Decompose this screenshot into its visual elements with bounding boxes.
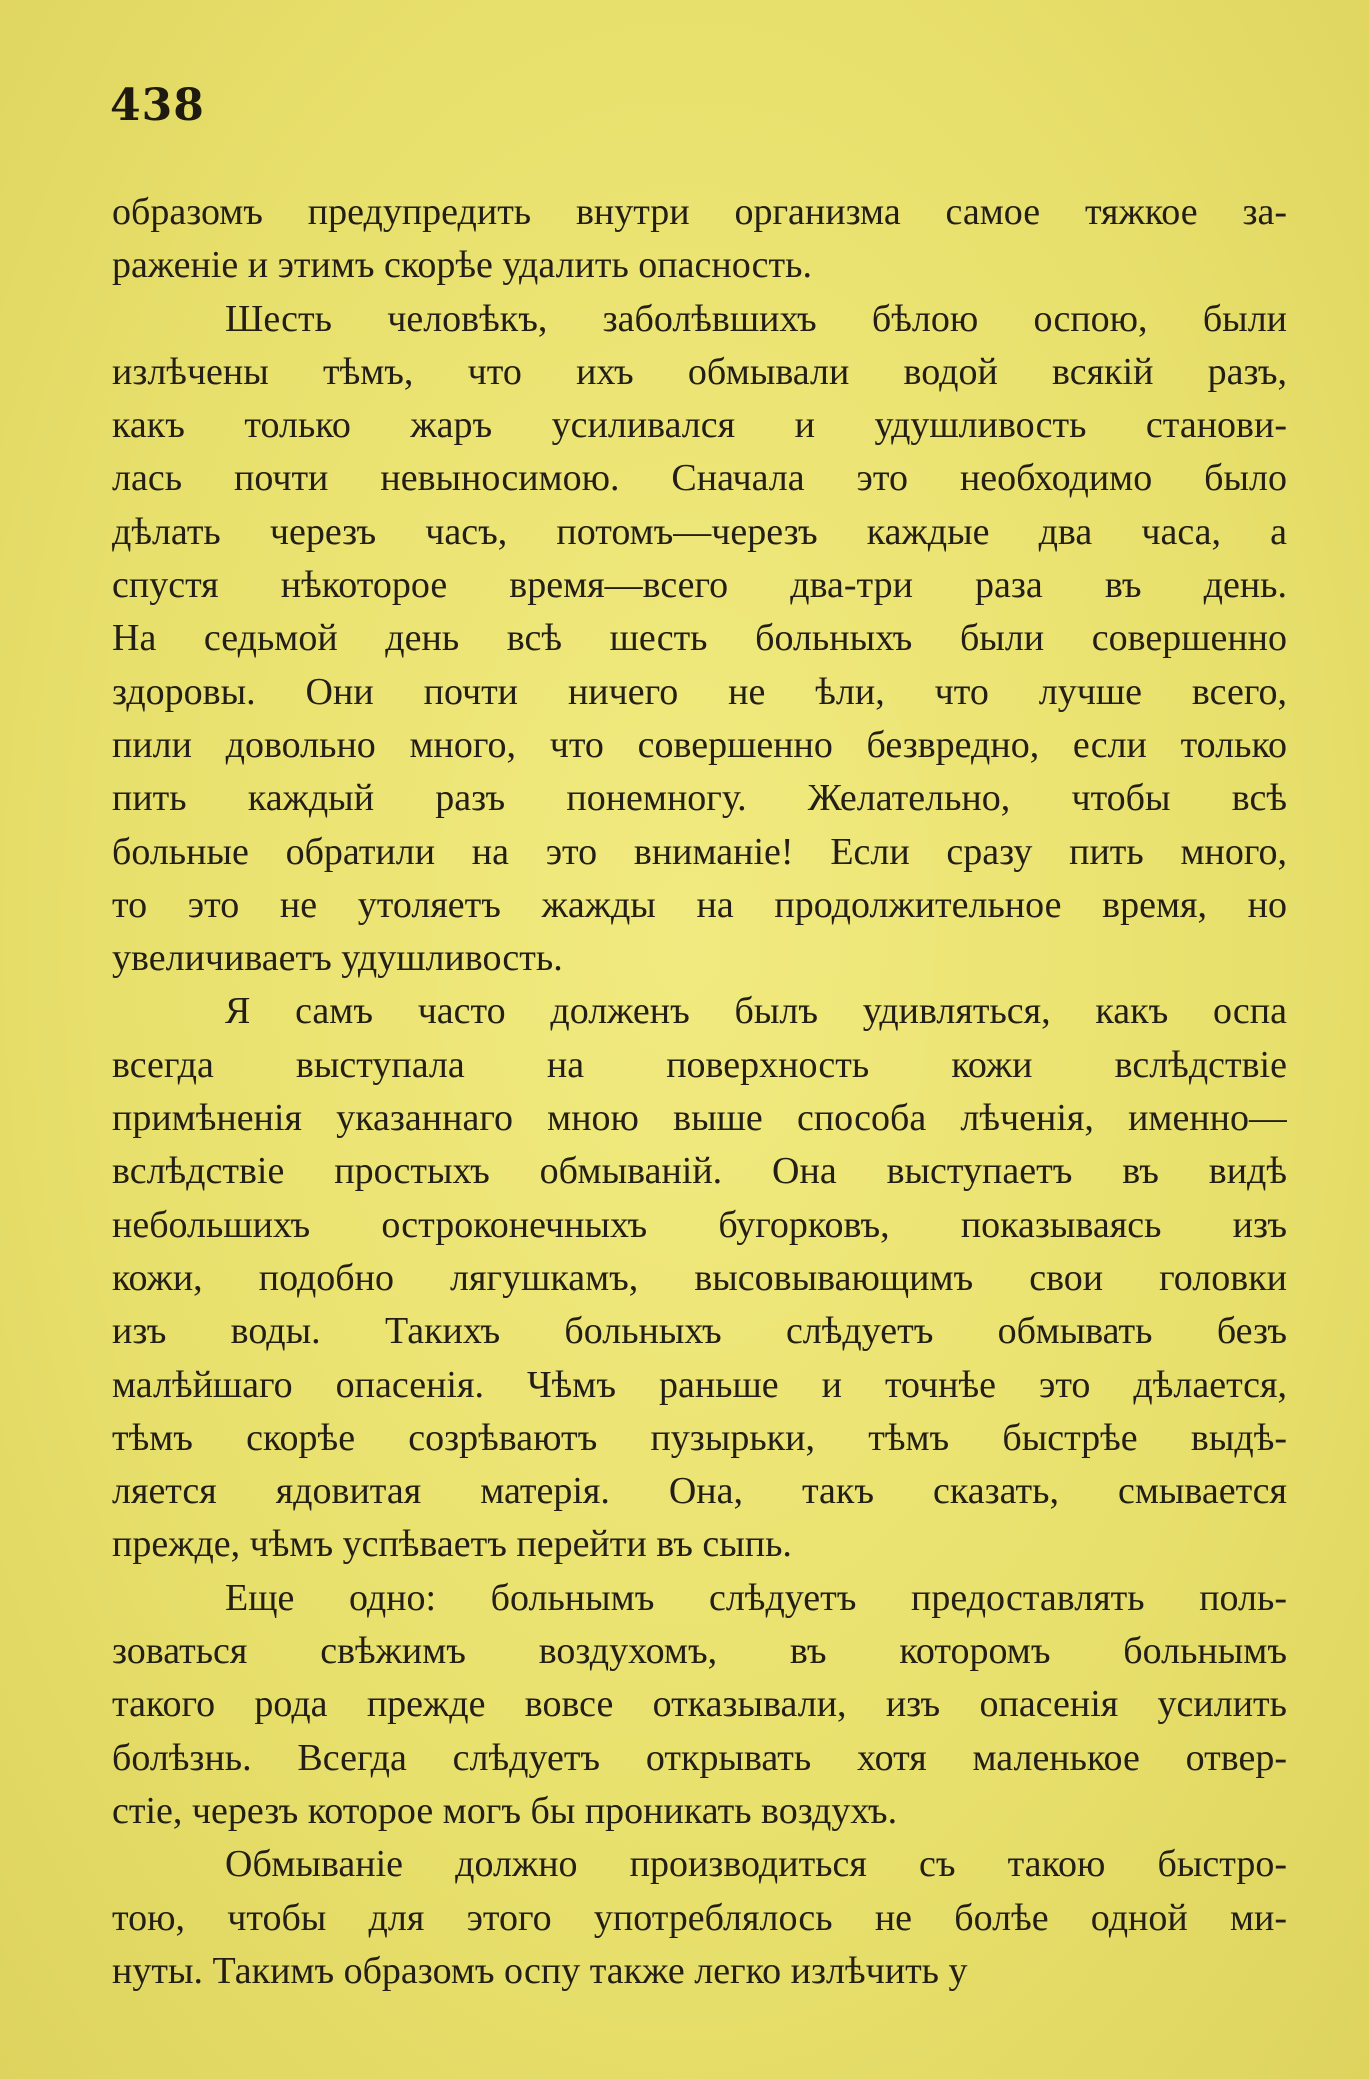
- text-line: ляется ядовитая матерія. Она, такъ сказать, смывается: [112, 1470, 1287, 1513]
- text-line: Шесть человѣкъ, заболѣвшихъ бѣлою оспою, были: [225, 297, 1287, 340]
- text-line: тою, чтобы для этого употреблялось не болѣе одной ми-: [112, 1896, 1287, 1939]
- text-line: прежде, чѣмъ успѣваетъ перейти въ сыпь.: [112, 1523, 792, 1566]
- text-line: раженіе и этимъ скорѣе удалить опасность.: [112, 244, 812, 287]
- text-line: такого рода прежде вовсе отказывали, изъ опасенія усилить: [112, 1683, 1287, 1726]
- text-line: малѣйшаго опасенія. Чѣмъ раньше и точнѣе это дѣлается,: [112, 1363, 1287, 1406]
- text-line: изъ воды. Такихъ больныхъ слѣдуетъ обмывать безъ: [112, 1310, 1287, 1353]
- text-line: стіе, черезъ которое могъ бы проникать воздухъ.: [112, 1789, 898, 1832]
- text-line: кожи, подобно лягушкамъ, высовывающимъ свои головки: [112, 1256, 1287, 1299]
- paragraph: [112, 1838, 1287, 1998]
- text-line: увеличиваетъ удушливость.: [112, 937, 563, 980]
- text-line: какъ только жаръ усиливался и удушливость станови-: [112, 404, 1287, 447]
- text-line: Я самъ часто долженъ былъ удивляться, какъ оспа: [225, 990, 1287, 1033]
- text-line: излѣчены тѣмъ, что ихъ обмывали водой всякій разъ,: [112, 350, 1287, 393]
- text-line: спустя нѣкоторое время—всего два-три раза въ день.: [112, 564, 1287, 607]
- paragraph: [112, 293, 1287, 986]
- text-line: Еще одно: больнымъ слѣдуетъ предоставлять поль-: [225, 1576, 1287, 1619]
- text-line: нуты. Такимъ образомъ оспу также легко излѣчить у: [112, 1949, 968, 1992]
- text-line: тѣмъ скорѣе созрѣваютъ пузырьки, тѣмъ быстрѣе выдѣ-: [112, 1416, 1287, 1459]
- paragraph: [112, 985, 1287, 1571]
- text-line: Обмываніе должно производиться съ такою быстро-: [225, 1843, 1287, 1886]
- text-line: примѣненія указаннаго мною выше способа лѣченія, именно—: [112, 1097, 1287, 1140]
- text-line: зоваться свѣжимъ воздухомъ, въ которомъ больнымъ: [112, 1630, 1287, 1673]
- text-line: здоровы. Они почти ничего не ѣли, что лучше всего,: [112, 670, 1287, 713]
- paragraph: [112, 1572, 1287, 1838]
- paragraph: [112, 186, 1287, 293]
- text-line: пили довольно много, что совершенно безвредно, если только: [112, 723, 1287, 766]
- text-line: всегда выступала на поверхность кожи вслѣдствіе: [112, 1043, 1287, 1086]
- text-line: дѣлать черезъ часъ, потомъ—черезъ каждые два часа, а: [112, 510, 1287, 553]
- page-number: 438: [110, 80, 205, 131]
- text-line: На седьмой день всѣ шесть больныхъ были совершенно: [112, 617, 1287, 660]
- text-line: пить каждый разъ понемногу. Желательно, чтобы всѣ: [112, 777, 1287, 820]
- text-line: образомъ предупредить внутри организма самое тяжкое за-: [112, 191, 1287, 233]
- text-line: небольшихъ остроконечныхъ бугорковъ, показываясь изъ: [112, 1203, 1287, 1246]
- text-line: вслѣдствіе простыхъ обмываній. Она выступаетъ въ видѣ: [112, 1150, 1287, 1193]
- text-line: болѣзнь. Всегда слѣдуетъ открывать хотя маленькое отвер-: [112, 1736, 1287, 1779]
- text-line: то это не утоляетъ жажды на продолжительное время, но: [112, 883, 1287, 926]
- text-line: больные обратили на это вниманіе! Если сразу пить много,: [112, 830, 1287, 873]
- text-line: лась почти невыносимою. Сначала это необходимо было: [112, 457, 1287, 500]
- body-text: [112, 186, 1287, 1998]
